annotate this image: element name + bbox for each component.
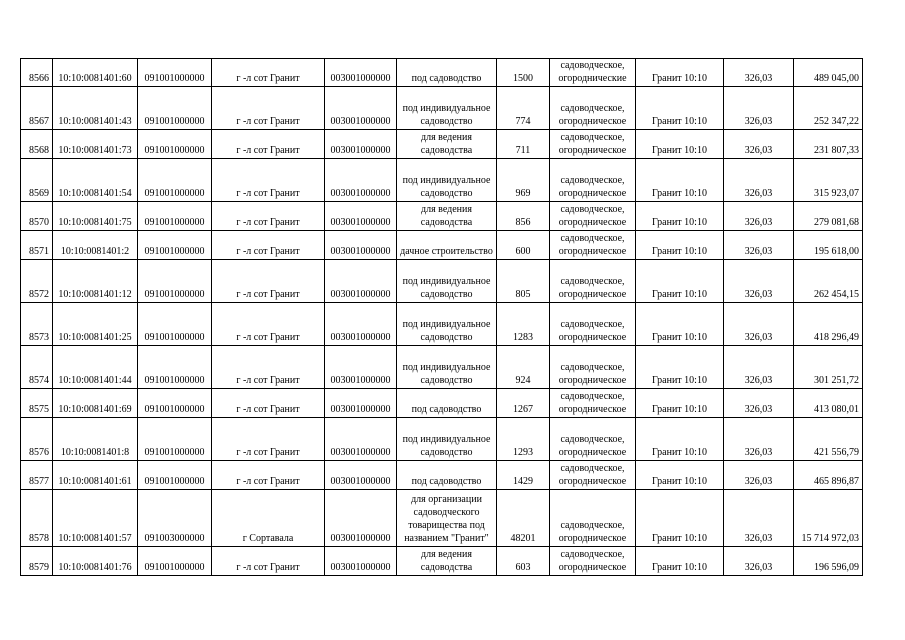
valuation-zone-cell: Гранит 10:10 xyxy=(636,303,724,346)
okato-code-cell: 091001000000 xyxy=(138,87,212,130)
area-cell: 1500 xyxy=(497,59,550,87)
land-category-code-cell: 003001000000 xyxy=(325,130,397,159)
cadastral-number-cell: 10:10:0081401:73 xyxy=(53,130,138,159)
valuation-zone-cell: Гранит 10:10 xyxy=(636,418,724,461)
okato-code-cell: 091001000000 xyxy=(138,418,212,461)
table-row xyxy=(21,59,863,87)
row-number-cell: 8567 xyxy=(21,87,53,130)
location-cell: г -л сот Гранит xyxy=(212,59,325,87)
cadastral-number-cell: 10:10:0081401:43 xyxy=(53,87,138,130)
cadastral-value-cell: 262 454,15 xyxy=(794,260,863,303)
land-category-code-cell: 003001000000 xyxy=(325,59,397,87)
okato-code-cell: 091001000000 xyxy=(138,159,212,202)
land-category-code-cell: 003001000000 xyxy=(325,231,397,260)
specific-value-cell: 326,03 xyxy=(724,490,794,547)
use-group-cell: садоводческое, огородническое xyxy=(550,547,636,576)
specific-value-cell: 326,03 xyxy=(724,202,794,231)
table-row xyxy=(21,461,863,490)
location-cell: г -л сот Гранит xyxy=(212,231,325,260)
valuation-zone-cell: Гранит 10:10 xyxy=(636,231,724,260)
valuation-zone-cell: Гранит 10:10 xyxy=(636,59,724,87)
area-cell: 1267 xyxy=(497,389,550,418)
use-group-cell: садоводческое, огородническое xyxy=(550,418,636,461)
area-cell: 805 xyxy=(497,260,550,303)
permitted-use-cell: под индивидуальное садоводство xyxy=(397,418,497,461)
cadastral-number-cell: 10:10:0081401:54 xyxy=(53,159,138,202)
table-row xyxy=(21,303,863,346)
area-cell: 924 xyxy=(497,346,550,389)
valuation-zone-cell: Гранит 10:10 xyxy=(636,159,724,202)
specific-value-cell: 326,03 xyxy=(724,87,794,130)
cadastral-value-cell: 195 618,00 xyxy=(794,231,863,260)
use-group-cell: садоводческое, огородническое xyxy=(550,87,636,130)
specific-value-cell: 326,03 xyxy=(724,547,794,576)
land-category-code-cell: 003001000000 xyxy=(325,346,397,389)
use-group-cell: садоводческое, огородническое xyxy=(550,202,636,231)
cadastral-value-cell: 413 080,01 xyxy=(794,389,863,418)
cadastral-number-cell: 10:10:0081401:69 xyxy=(53,389,138,418)
cadastral-value-cell: 418 296,49 xyxy=(794,303,863,346)
specific-value-cell: 326,03 xyxy=(724,260,794,303)
valuation-zone-cell: Гранит 10:10 xyxy=(636,87,724,130)
cadastral-value-cell: 15 714 972,03 xyxy=(794,490,863,547)
location-cell: г Сортавала xyxy=(212,490,325,547)
permitted-use-cell: дачное строительство xyxy=(397,231,497,260)
row-number-cell: 8568 xyxy=(21,130,53,159)
use-group-cell: садоводческое, огородническое xyxy=(550,159,636,202)
cadastral-value-cell: 279 081,68 xyxy=(794,202,863,231)
specific-value-cell: 326,03 xyxy=(724,59,794,87)
okato-code-cell: 091001000000 xyxy=(138,389,212,418)
location-cell: г -л сот Гранит xyxy=(212,202,325,231)
cadastral-value-cell: 315 923,07 xyxy=(794,159,863,202)
land-category-code-cell: 003001000000 xyxy=(325,490,397,547)
location-cell: г -л сот Гранит xyxy=(212,418,325,461)
specific-value-cell: 326,03 xyxy=(724,159,794,202)
permitted-use-cell: под индивидуальное садоводство xyxy=(397,87,497,130)
cadastral-value-cell: 196 596,09 xyxy=(794,547,863,576)
cadastral-value-cell: 489 045,00 xyxy=(794,59,863,87)
use-group-cell: садоводческое, огородническое xyxy=(550,461,636,490)
cadastral-number-cell: 10:10:0081401:44 xyxy=(53,346,138,389)
cadastral-value-cell: 421 556,79 xyxy=(794,418,863,461)
permitted-use-cell: под садоводство xyxy=(397,461,497,490)
area-cell: 711 xyxy=(497,130,550,159)
permitted-use-cell: для организации садоводческого товарищества под названием "Гранит" xyxy=(397,490,497,547)
specific-value-cell: 326,03 xyxy=(724,303,794,346)
row-number-cell: 8579 xyxy=(21,547,53,576)
okato-code-cell: 091003000000 xyxy=(138,490,212,547)
cadastral-number-cell: 10:10:0081401:75 xyxy=(53,202,138,231)
cadastral-value-cell: 252 347,22 xyxy=(794,87,863,130)
cadastral-number-cell: 10:10:0081401:60 xyxy=(53,59,138,87)
valuation-zone-cell: Гранит 10:10 xyxy=(636,490,724,547)
cadastral-value-cell: 301 251,72 xyxy=(794,346,863,389)
row-number-cell: 8576 xyxy=(21,418,53,461)
table-row xyxy=(21,346,863,389)
row-number-cell: 8572 xyxy=(21,260,53,303)
cadastral-value-table xyxy=(20,58,863,576)
specific-value-cell: 326,03 xyxy=(724,461,794,490)
area-cell: 1293 xyxy=(497,418,550,461)
row-number-cell: 8573 xyxy=(21,303,53,346)
valuation-zone-cell: Гранит 10:10 xyxy=(636,346,724,389)
location-cell: г -л сот Гранит xyxy=(212,87,325,130)
cadastral-number-cell: 10:10:0081401:25 xyxy=(53,303,138,346)
land-category-code-cell: 003001000000 xyxy=(325,202,397,231)
okato-code-cell: 091001000000 xyxy=(138,260,212,303)
permitted-use-cell: для ведения садоводства xyxy=(397,130,497,159)
table-row xyxy=(21,389,863,418)
specific-value-cell: 326,03 xyxy=(724,418,794,461)
permitted-use-cell: под садоводство xyxy=(397,59,497,87)
cadastral-value-cell: 231 807,33 xyxy=(794,130,863,159)
permitted-use-cell: под индивидуальное садоводство xyxy=(397,346,497,389)
land-category-code-cell: 003001000000 xyxy=(325,389,397,418)
permitted-use-cell: под садоводство xyxy=(397,389,497,418)
okato-code-cell: 091001000000 xyxy=(138,346,212,389)
area-cell: 774 xyxy=(497,87,550,130)
location-cell: г -л сот Гранит xyxy=(212,130,325,159)
valuation-zone-cell: Гранит 10:10 xyxy=(636,260,724,303)
valuation-zone-cell: Гранит 10:10 xyxy=(636,389,724,418)
table-row xyxy=(21,202,863,231)
location-cell: г -л сот Гранит xyxy=(212,547,325,576)
okato-code-cell: 091001000000 xyxy=(138,547,212,576)
location-cell: г -л сот Гранит xyxy=(212,389,325,418)
okato-code-cell: 091001000000 xyxy=(138,303,212,346)
specific-value-cell: 326,03 xyxy=(724,389,794,418)
specific-value-cell: 326,03 xyxy=(724,231,794,260)
row-number-cell: 8577 xyxy=(21,461,53,490)
row-number-cell: 8569 xyxy=(21,159,53,202)
use-group-cell: садоводческое, огородническое xyxy=(550,303,636,346)
cadastral-number-cell: 10:10:0081401:57 xyxy=(53,490,138,547)
okato-code-cell: 091001000000 xyxy=(138,130,212,159)
area-cell: 48201 xyxy=(497,490,550,547)
land-category-code-cell: 003001000000 xyxy=(325,303,397,346)
valuation-zone-cell: Гранит 10:10 xyxy=(636,461,724,490)
use-group-cell: садоводческое, огородническое xyxy=(550,231,636,260)
land-category-code-cell: 003001000000 xyxy=(325,87,397,130)
land-category-code-cell: 003001000000 xyxy=(325,159,397,202)
specific-value-cell: 326,03 xyxy=(724,346,794,389)
table-row xyxy=(21,260,863,303)
permitted-use-cell: под индивидуальное садоводство xyxy=(397,260,497,303)
table-row xyxy=(21,159,863,202)
cadastral-number-cell: 10:10:0081401:2 xyxy=(53,231,138,260)
use-group-cell: садоводческое, огородническое xyxy=(550,346,636,389)
use-group-cell: садоводческое, огородническое xyxy=(550,130,636,159)
okato-code-cell: 091001000000 xyxy=(138,202,212,231)
use-group-cell: садоводческое, огородническое xyxy=(550,389,636,418)
row-number-cell: 8571 xyxy=(21,231,53,260)
table-row xyxy=(21,87,863,130)
location-cell: г -л сот Гранит xyxy=(212,346,325,389)
location-cell: г -л сот Гранит xyxy=(212,461,325,490)
cadastral-number-cell: 10:10:0081401:12 xyxy=(53,260,138,303)
valuation-zone-cell: Гранит 10:10 xyxy=(636,202,724,231)
row-number-cell: 8578 xyxy=(21,490,53,547)
location-cell: г -л сот Гранит xyxy=(212,303,325,346)
table-row xyxy=(21,418,863,461)
area-cell: 603 xyxy=(497,547,550,576)
area-cell: 969 xyxy=(497,159,550,202)
area-cell: 600 xyxy=(497,231,550,260)
land-category-code-cell: 003001000000 xyxy=(325,260,397,303)
okato-code-cell: 091001000000 xyxy=(138,59,212,87)
table-row xyxy=(21,231,863,260)
area-cell: 1283 xyxy=(497,303,550,346)
location-cell: г -л сот Гранит xyxy=(212,159,325,202)
table-row xyxy=(21,130,863,159)
permitted-use-cell: под индивидуальное садоводство xyxy=(397,303,497,346)
row-number-cell: 8570 xyxy=(21,202,53,231)
permitted-use-cell: для ведения садоводства xyxy=(397,202,497,231)
area-cell: 856 xyxy=(497,202,550,231)
land-category-code-cell: 003001000000 xyxy=(325,461,397,490)
land-category-code-cell: 003001000000 xyxy=(325,418,397,461)
valuation-zone-cell: Гранит 10:10 xyxy=(636,547,724,576)
use-group-cell: садоводческое, огородническое xyxy=(550,260,636,303)
use-group-cell: садоводческое, огороднические xyxy=(550,59,636,87)
location-cell: г -л сот Гранит xyxy=(212,260,325,303)
row-number-cell: 8574 xyxy=(21,346,53,389)
permitted-use-cell: для ведения садоводства xyxy=(397,547,497,576)
permitted-use-cell: под индивидуальное садоводство xyxy=(397,159,497,202)
land-category-code-cell: 003001000000 xyxy=(325,547,397,576)
cadastral-value-cell: 465 896,87 xyxy=(794,461,863,490)
table-row xyxy=(21,490,863,547)
specific-value-cell: 326,03 xyxy=(724,130,794,159)
okato-code-cell: 091001000000 xyxy=(138,231,212,260)
use-group-cell: садоводческое, огородническое xyxy=(550,490,636,547)
row-number-cell: 8566 xyxy=(21,59,53,87)
row-number-cell: 8575 xyxy=(21,389,53,418)
cadastral-number-cell: 10:10:0081401:61 xyxy=(53,461,138,490)
table-row xyxy=(21,547,863,576)
area-cell: 1429 xyxy=(497,461,550,490)
okato-code-cell: 091001000000 xyxy=(138,461,212,490)
cadastral-number-cell: 10:10:0081401:76 xyxy=(53,547,138,576)
cadastral-number-cell: 10:10:0081401:8 xyxy=(53,418,138,461)
valuation-zone-cell: Гранит 10:10 xyxy=(636,130,724,159)
